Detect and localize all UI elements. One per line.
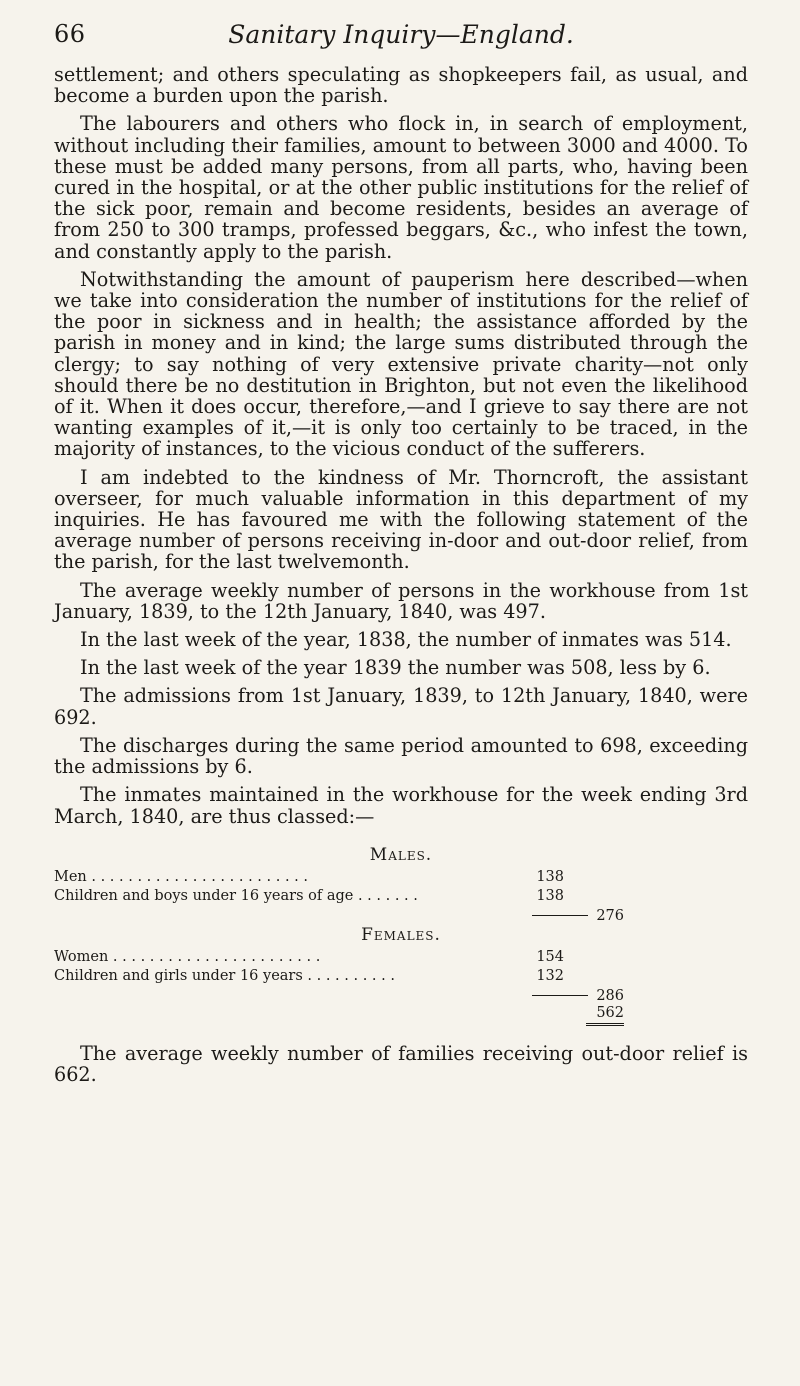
subtotal-row	[54, 987, 748, 1005]
closing-text	[54, 1043, 748, 1085]
subtotal-row	[54, 907, 748, 925]
row-label: Children and boys under 16 years of age . . . . . . .	[54, 887, 418, 904]
paragraph: The inmates maintained in the workhouse for the week ending 3rd March, 1840, are thus classed:—	[54, 783, 748, 828]
row-value: 138	[536, 868, 564, 885]
table-row	[54, 949, 748, 968]
subtotal-rule	[532, 995, 588, 996]
paragraph: In the last week of the year 1839 the number was 508, less by 6.	[80, 656, 711, 680]
paragraph: The labourers and others who flock in, in search of employment, without including their families, amount to between 3000 and 4000. To these must be added many persons, from all parts, who, having been cured in the hospital, or at the other public institutions for the relief of the sick poor, remain and become residents, besides an average of from 250 to 300 tramps, professed beggars, &c., who infest the town, and constantly apply to the parish.	[54, 112, 748, 263]
page-number: 66	[54, 20, 86, 48]
females-heading: Females.	[361, 924, 441, 945]
males-total: 276	[596, 907, 624, 924]
page-header	[54, 18, 748, 64]
subtotal-rule	[532, 915, 588, 916]
row-value: 154	[536, 948, 564, 965]
row-label: Children and girls under 16 years . . . . . . . . . .	[54, 967, 395, 984]
table-row	[54, 888, 748, 907]
row-label: Women . . . . . . . . . . . . . . . . . . . . . . .	[54, 948, 321, 965]
paragraph: In the last week of the year, 1838, the number of inmates was 514.	[80, 628, 732, 652]
running-title: Sanitary Inquiry—England.	[228, 20, 574, 49]
body-text	[54, 64, 748, 827]
row-label: Men . . . . . . . . . . . . . . . . . . . . . . . .	[54, 868, 309, 885]
paragraph: I am indebted to the kindness of Mr. Thorncroft, the assistant overseer, for much valuable information in this department of my inquiries. He has favoured me with the following statement of the average number of persons receiving in-door and out-door relief, from the parish, for the last twelvemonth.	[54, 465, 748, 574]
grand-total: 562	[586, 1005, 624, 1026]
females-total: 286	[596, 987, 624, 1004]
inmates-table	[54, 845, 748, 1027]
males-heading: Males.	[369, 844, 433, 865]
row-value: 132	[536, 967, 564, 984]
paragraph: The discharges during the same period amounted to 698, exceeding the admissions by 6.	[54, 733, 748, 779]
paragraph: The admissions from 1st January, 1839, to 12th January, 1840, were 692.	[54, 684, 748, 729]
paragraph: The average weekly number of persons in the workhouse from 1st January, 1839, to the 12th January, 1840, was 497.	[54, 578, 748, 623]
paragraph: settlement; and others speculating as shopkeepers fail, as usual, and become a burden upon the parish.	[54, 63, 748, 108]
row-value: 138	[536, 887, 564, 904]
paragraph: Notwithstanding the amount of pauperism here described—when we take into consideration the number of institutions for the relief of the poor in sickness and in health; the assistance afforded by the parish in money and in kind; the large sums distributed through the clergy; to say nothing of very extensive private charity—not only should there be no destitution in Brighton, but not even the likelihood of it. When it does occur, therefore,—and I grieve to say there are not wanting examples of it,—it is only too certainly to be traced, in the majority of instances, to the vicious conduct of the sufferers.	[54, 267, 748, 461]
grand-total-row	[54, 1005, 748, 1027]
table-row	[54, 968, 748, 987]
table-row	[54, 869, 748, 888]
paragraph: The average weekly number of families receiving out-door relief is 662.	[54, 1041, 748, 1086]
